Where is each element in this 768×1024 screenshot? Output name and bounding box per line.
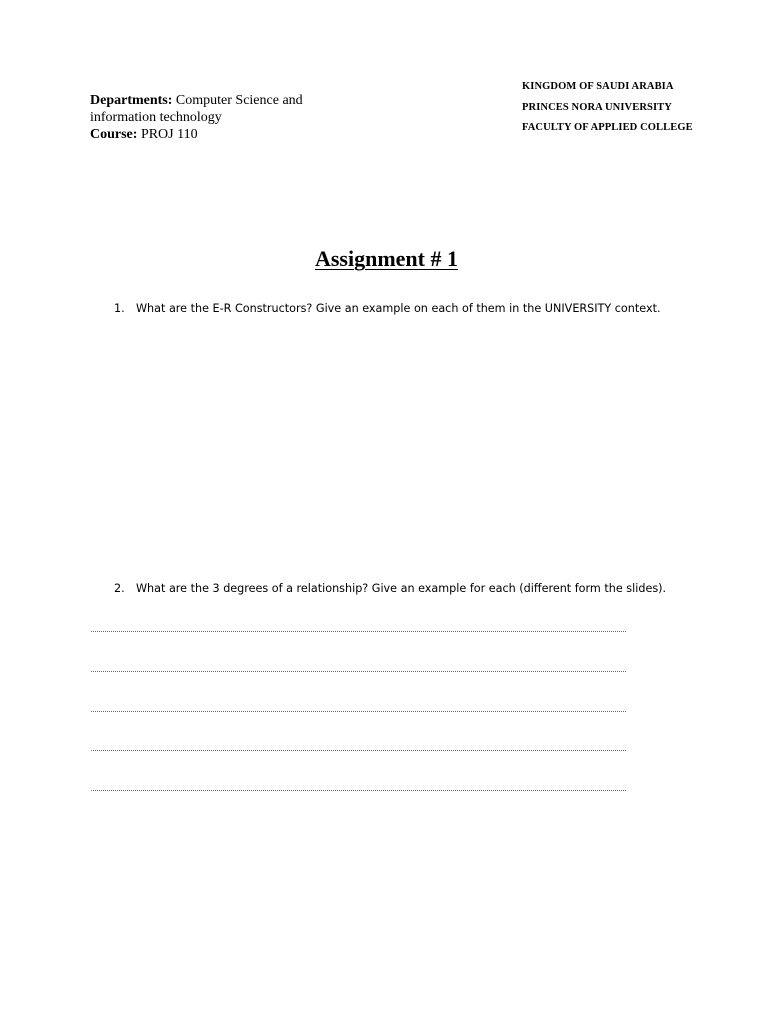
- departments-value-continued: information technology: [90, 110, 222, 125]
- question-1: [114, 301, 734, 317]
- question-text: What are the 3 degrees of a relationship? Give an example for each (different form the slides).: [136, 582, 667, 595]
- question-2: [114, 581, 734, 597]
- institution-faculty: FACULTY OF APPLIED COLLEGE: [522, 122, 693, 133]
- question-text: What are the E-R Constructors? Give an example on each of them in the UNIVERSITY context.: [136, 302, 661, 315]
- assignment-title: Assignment # 1: [314, 246, 458, 271]
- answer-line: [91, 790, 626, 791]
- institution-university: PRINCES NORA UNIVERSITY: [522, 101, 672, 113]
- page-title: [0, 245, 768, 273]
- course-info: [90, 92, 330, 143]
- institution-country: KINGDOM OF SAUDI ARABIA: [522, 81, 674, 92]
- course-value: PROJ 110: [140, 127, 198, 142]
- question-number: 2.: [114, 582, 125, 595]
- departments-value: Computer Science and: [175, 93, 303, 108]
- course-label: Course:: [90, 127, 138, 142]
- departments-line: [90, 92, 330, 109]
- institution-info: [522, 77, 742, 139]
- departments-label: Departments:: [90, 93, 173, 108]
- answer-line: [91, 711, 626, 712]
- answer-line: [91, 671, 626, 672]
- course-line: [90, 126, 330, 143]
- answer-line: [91, 750, 626, 751]
- question-number: 1.: [114, 302, 125, 315]
- answer-line: [91, 631, 626, 632]
